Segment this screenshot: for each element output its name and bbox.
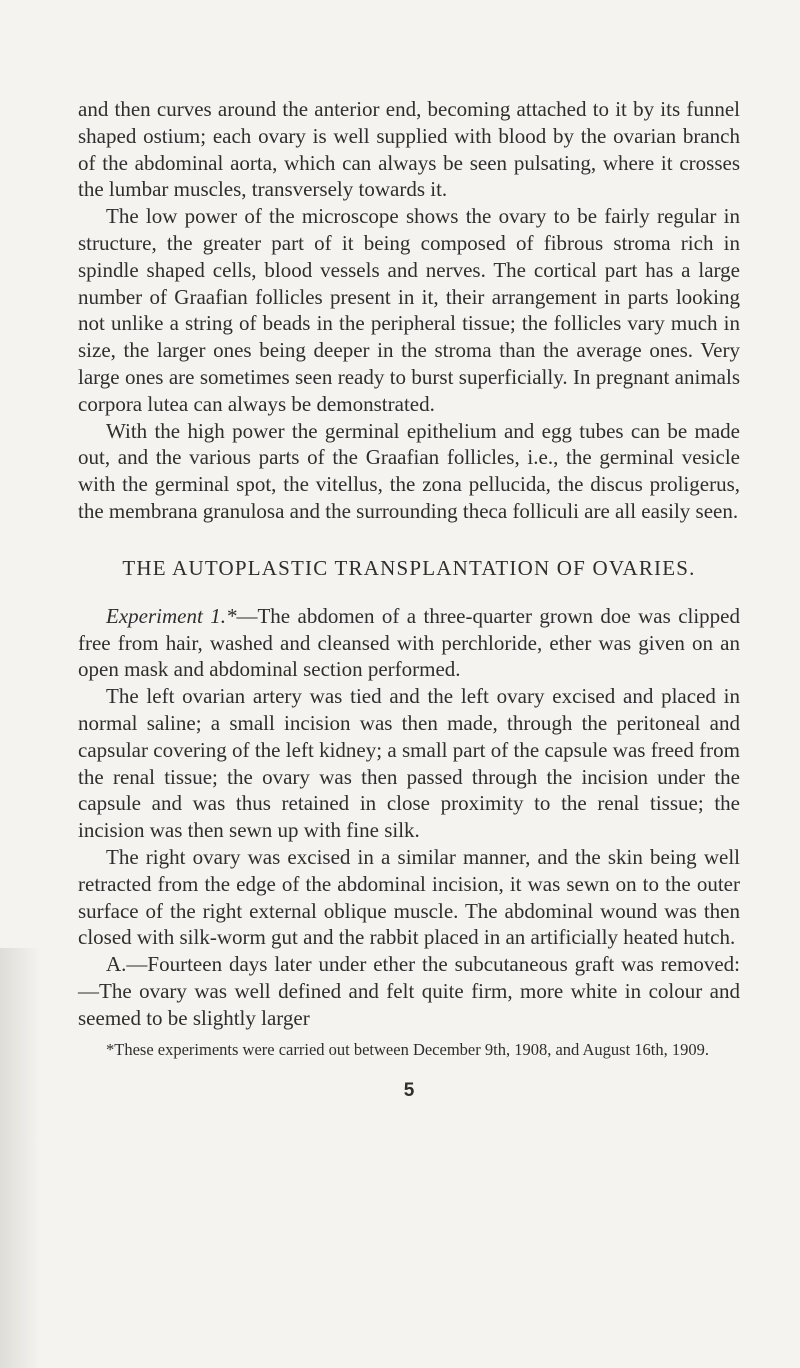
footnote: *These experiments were carried out between December 9th, 1908, and August 16th, 1909. (106, 1039, 709, 1059)
experiment-label: Experiment 1.* (106, 603, 237, 628)
page-body (78, 96, 740, 1102)
page-edge-shadow (0, 948, 40, 1368)
page-number: 5 (403, 1079, 415, 1101)
paragraph-experiment-1 (78, 603, 740, 683)
section-heading: THE AUTOPLASTIC TRANSPLANTATION OF OVARIES. (122, 555, 696, 580)
experiment-text: —The abdomen of a three-quarter grown doe was clipped free from hair, washed and cleansed with perchloride, ether was given on an open mask and abdominal section performed. (78, 603, 741, 682)
paragraph-low-power: The low power of the microscope shows the ovary to be fairly regular in structure, the greater part of it being composed of fibrous stroma rich in spindle shaped cells, blood vessels and nerves. The cortical part has a large number of Graafian follicles present in it, their arrangement in parts looking not unlike a string of beads in the peripheral tissue; the follicles vary much in size, the larger ones being deeper in the stroma than the average ones. Very large ones are sometimes seen ready to burst superficially. In pregnant animals corpora lutea can always be demonstrated. (78, 204, 740, 416)
paragraph-right-ovary: The right ovary was excised in a similar manner, and the skin being well retracted from the edge of the abdominal incision, it was sewn on to the outer surface of the right external oblique muscle. The abdominal wound was then closed with silk-worm gut and the rabbit placed in an artificially heated hutch. (78, 844, 740, 950)
paragraph-left-ovary: The left ovarian artery was tied and the left ovary excised and placed in normal saline; a small incision was then made, through the peritoneal and capsular covering of the left kidney; a small part of the capsule was freed from the renal tissue; the ovary was then passed through the incision under the capsule and was thus retained in close proximity to the renal tissue; the incision was then sewn up with fine silk. (78, 684, 740, 843)
paragraph-high-power: With the high power the germinal epithelium and egg tubes can be made out, and the various parts of the Graafian follicles, i.e., the germinal vesicle with the germinal spot, the vitellus, the zona pellucida, the discus proligerus, the membrana granulosa and the surrounding theca folliculi are all easily seen. (78, 418, 740, 523)
paragraph-graft-removal: A.—Fourteen days later under ether the subcutaneous graft was removed:—The ovary was well defined and felt quite firm, more white in colour and seemed to be slightly larger (78, 952, 740, 1030)
paragraph-continuation: and then curves around the anterior end, becoming attached to it by its funnel shaped ostium; each ovary is well supplied with blood by the ovarian branch of the abdominal aorta, which can always be seen pulsating, where it crosses the lumbar muscles, transversely towards it. (78, 97, 740, 202)
